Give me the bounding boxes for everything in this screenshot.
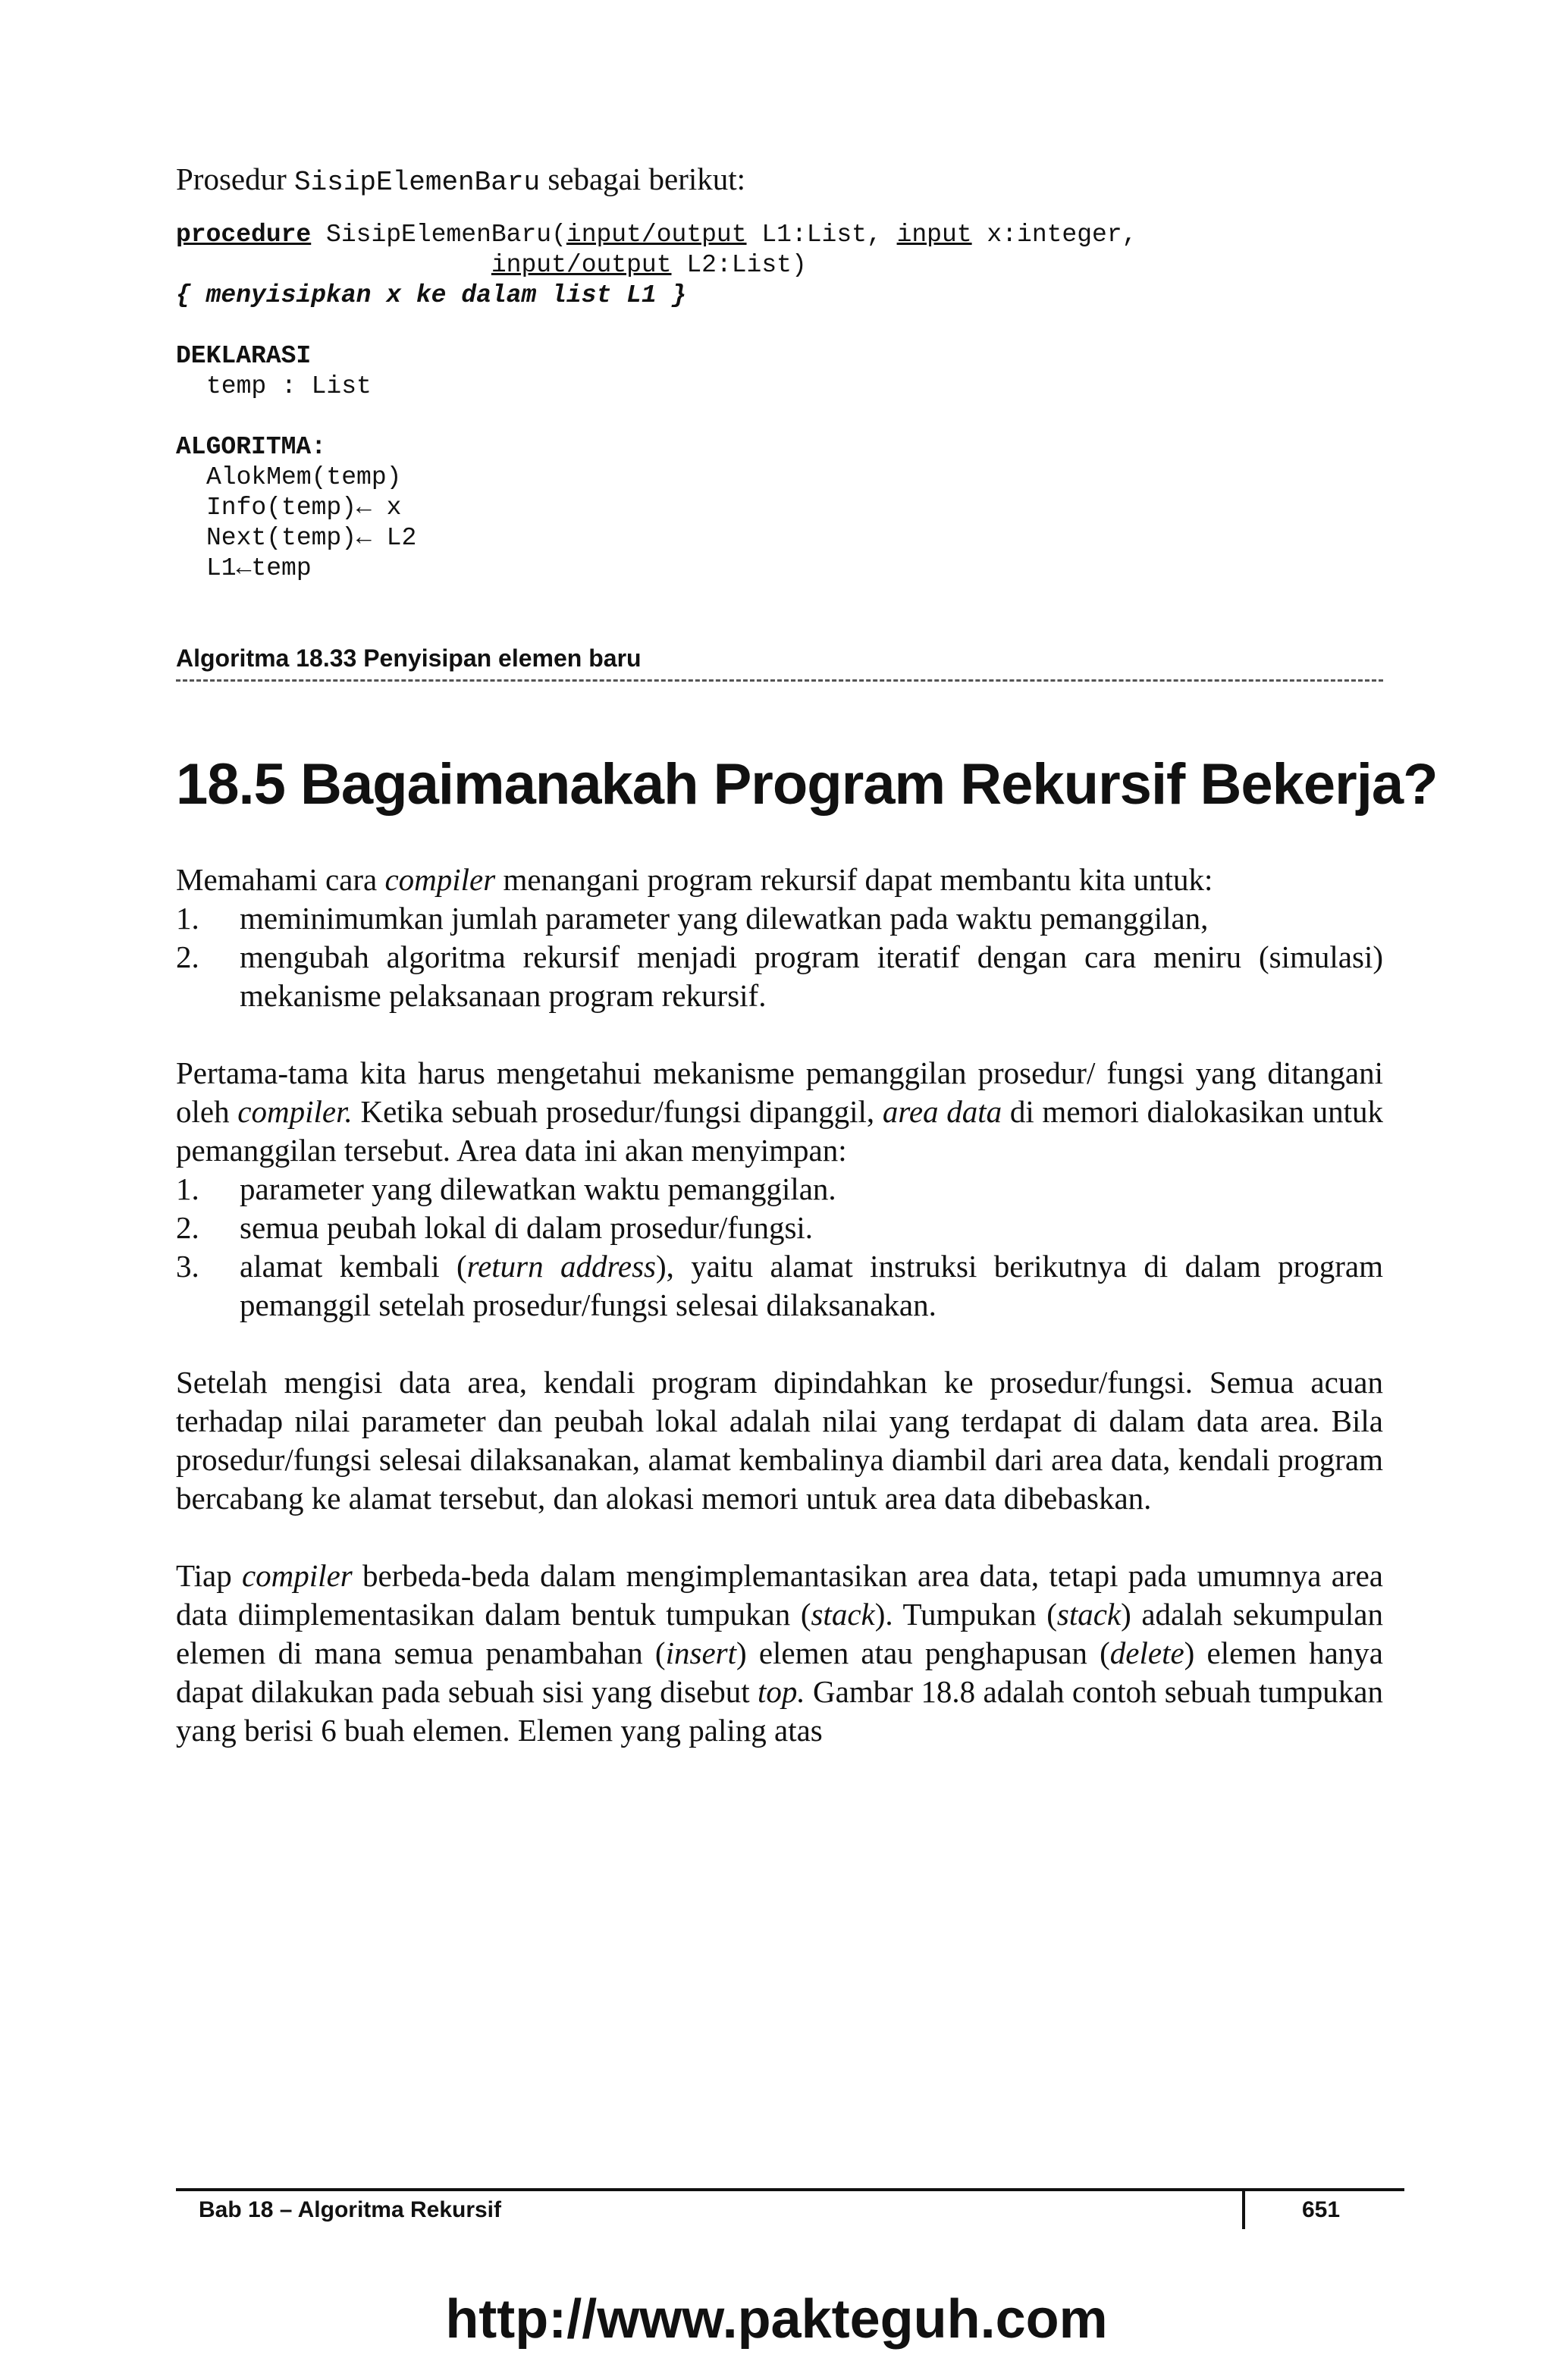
intro-before: Prosedur	[176, 161, 295, 196]
code-declaration-keyword: DEKLARASI	[176, 342, 312, 370]
code-algo-line: Info(temp)← x	[206, 494, 402, 522]
code-param2-rest: x:integer,	[971, 221, 1137, 249]
code-param3-indent	[176, 251, 491, 279]
code-procedure-name: SisipElemenBaru(	[311, 221, 566, 249]
intro-line	[176, 159, 1389, 202]
code-param3-rest: L2:List)	[671, 251, 807, 279]
code-header-line	[176, 220, 1374, 250]
code-param1-mode: input/output	[566, 221, 747, 249]
code-param3-mode: input/output	[491, 251, 672, 279]
emphasis: stack	[811, 1597, 875, 1632]
code-param1-rest: L1:List,	[746, 221, 897, 249]
code-algorithm-keyword: ALGORITMA:	[176, 433, 327, 461]
code-algo-line: L1←temp	[206, 554, 312, 582]
emphasis: compiler	[384, 862, 496, 897]
body-text	[176, 861, 1383, 1750]
code-param2-mode: input	[896, 221, 972, 249]
list-item: 2. mengubah algoritma rekursif menjadi program iteratif dengan cara meniru (simulasi) mekanisme pelaksanaan program rekursif.	[176, 939, 1383, 1013]
intro-after: sebagai berikut:	[540, 161, 746, 196]
footer-divider	[176, 2188, 1404, 2191]
code-header-line-2	[176, 250, 1374, 281]
emphasis: area data	[882, 1094, 1002, 1129]
emphasis: compiler.	[237, 1094, 353, 1129]
paragraph-data-area: Pertama-tama kita harus mengetahui mekanisme pemanggilan prosedur/ fungsi yang ditangani oleh compiler. Ketika sebuah prosedur/fungsi dipanggil, area data di memori dialokasikan untuk pemanggilan tersebut. Area data ini akan menyimpan:	[176, 1055, 1383, 1168]
emphasis: compiler	[241, 1558, 353, 1593]
caption-divider	[176, 679, 1383, 682]
emphasis: stack	[1056, 1597, 1122, 1632]
intro-proc-name: SisipElemenBaru	[294, 167, 541, 198]
numbered-list-1	[176, 899, 1383, 1015]
algorithm-code-block	[176, 220, 1374, 584]
code-comment: { menyisipkan x ke dalam list L1 }	[176, 281, 687, 309]
algorithm-caption: Algoritma 18.33 Penyisipan elemen baru	[176, 644, 642, 672]
footer-chapter: Bab 18 – Algoritma Rekursif	[199, 2197, 502, 2222]
code-declaration-line: temp : List	[206, 372, 372, 400]
emphasis: return address	[466, 1249, 657, 1284]
list-item: 1. meminimumkan jumlah parameter yang dilewatkan pada waktu pemanggilan,	[176, 901, 1209, 936]
emphasis: top.	[758, 1674, 805, 1709]
list-item: 1. parameter yang dilewatkan waktu pemanggilan.	[176, 1171, 836, 1206]
footer-page-number: 651	[1242, 2191, 1397, 2229]
code-algo-line: Next(temp)← L2	[206, 524, 417, 552]
paragraph-intro: Memahami cara compiler menangani program rekursif dapat membantu kita untuk:	[176, 862, 1213, 897]
paragraph-stack: Tiap compiler berbeda-beda dalam mengimplemantasikan area data, tetapi pada umumnya area data diimplementasikan dalam bentuk tumpukan (stack). Tumpukan (stack) adalah sekumpulan elemen di mana semua penambahan (insert) elemen atau penghapusan (delete) elemen hanya dapat dilakukan pada sebuah sisi yang disebut top. Gambar 18.8 adalah contoh sebuah tumpukan yang berisi 6 buah elemen. Elemen yang paling atas	[176, 1558, 1383, 1748]
emphasis: delete	[1109, 1635, 1184, 1670]
paragraph-control-flow: Setelah mengisi data area, kendali program dipindahkan ke prosedur/fungsi. Semua acuan terhadap nilai parameter dan peubah lokal adalah nilai yang terdapat di dalam data area. Bila prosedur/fungsi selesai dilaksanakan, alamat kembalinya diambil dari area data, kendali program bercabang ke alamat tersebut, dan alokasi memori untuk area data dibebaskan.	[176, 1365, 1383, 1516]
section-title: 18.5 Bagaimanakah Program Rekursif Bekerja?	[176, 752, 1438, 817]
list-item: 3. alamat kembali (return address), yaitu alamat instruksi berikutnya di dalam program pemanggil setelah prosedur/fungsi selesai dilaksanakan.	[176, 1249, 1383, 1322]
code-algo-line: AlokMem(temp)	[206, 463, 402, 491]
code-procedure-keyword: procedure	[176, 221, 312, 249]
emphasis: insert	[665, 1635, 736, 1670]
list-item: 2. semua peubah lokal di dalam prosedur/fungsi.	[176, 1210, 814, 1245]
website-watermark: http://www.pakteguh.com	[445, 2289, 1108, 2350]
numbered-list-2	[176, 1170, 1383, 1325]
